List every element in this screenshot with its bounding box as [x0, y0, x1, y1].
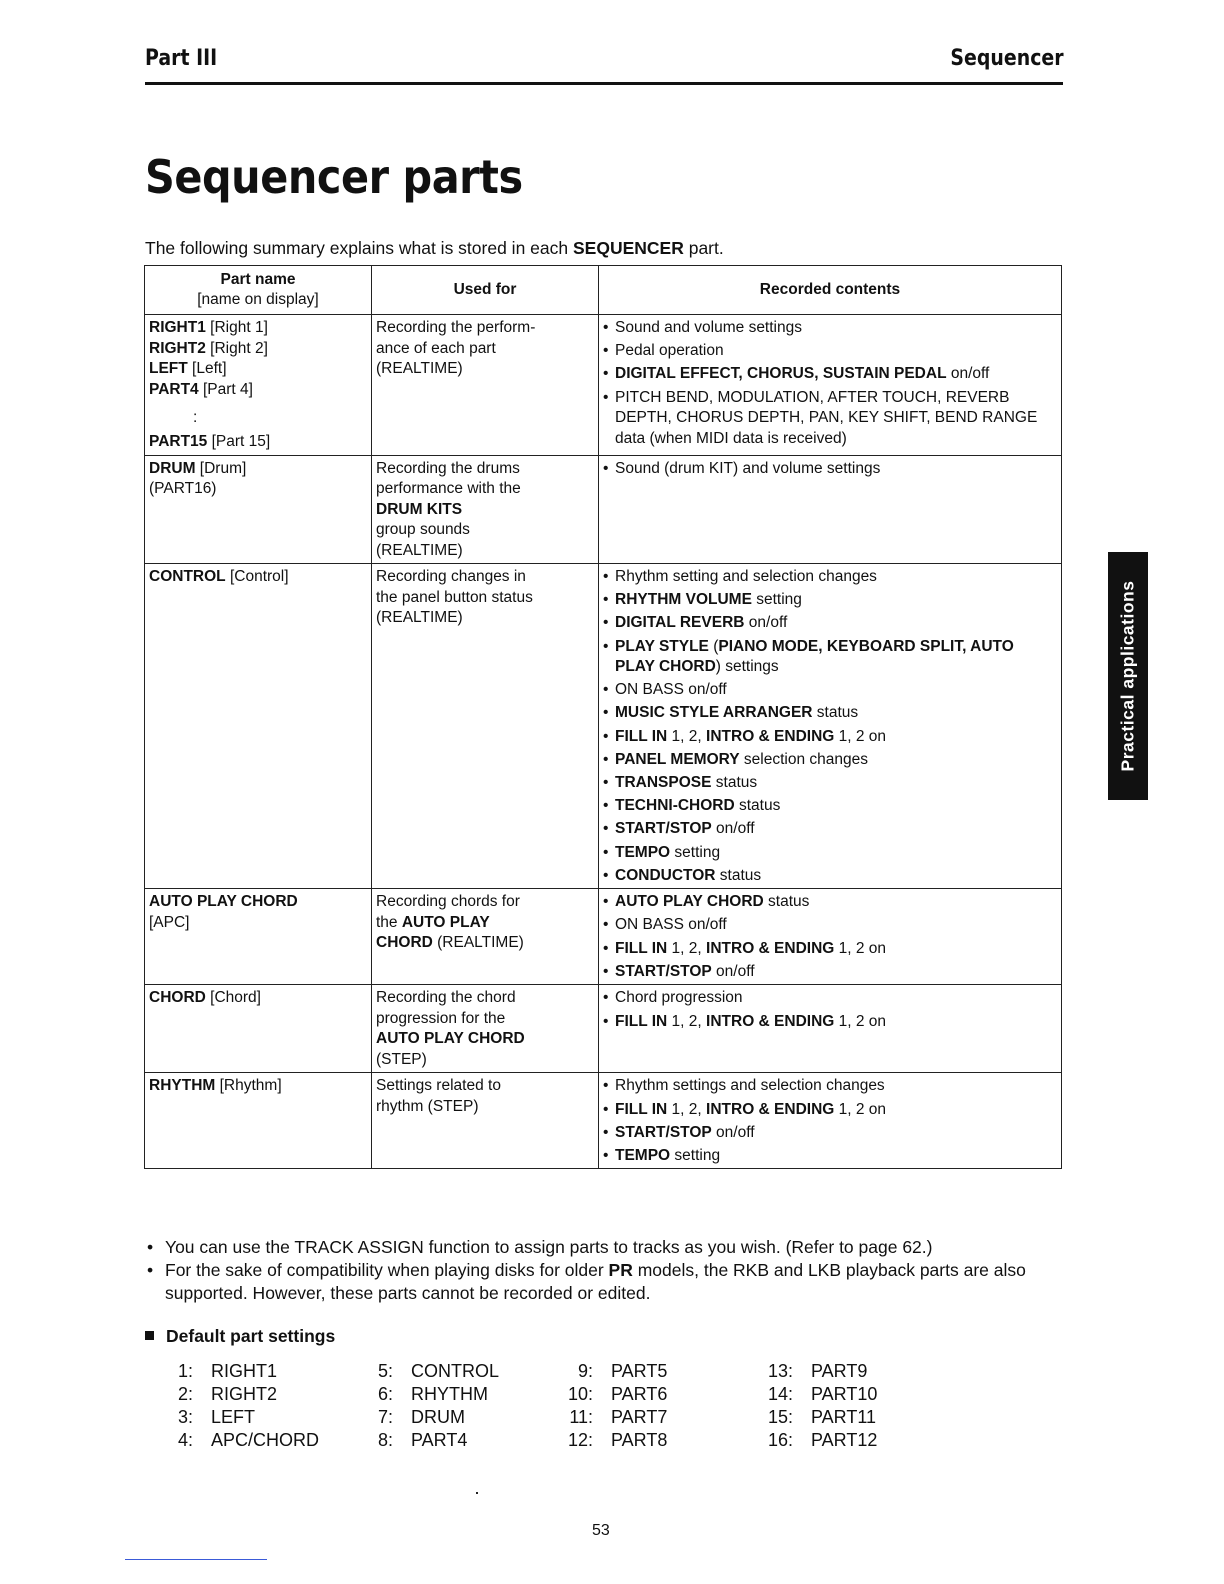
used-for-cell: Settings related to rhythm (STEP)	[372, 1073, 599, 1169]
square-bullet-icon	[145, 1331, 154, 1340]
intro-text: The following summary explains what is stored in each SEQUENCER part.	[145, 238, 724, 258]
table-row	[145, 985, 1062, 1073]
table-row	[145, 564, 1062, 889]
used-for-cell: Recording the perform- ance of each part (REALTIME)	[372, 315, 599, 456]
recorded-cell: • Rhythm settings and selection changes • FILL IN 1, 2, INTRO & ENDING 1, 2 on • START/STOP on/off • TEMPO setting	[599, 1073, 1062, 1169]
list-item: 16: PART12	[767, 1430, 878, 1450]
page-number: 53	[592, 1522, 610, 1539]
list-item: 12: PART8	[567, 1430, 668, 1450]
header-used-for: Used for	[372, 266, 599, 315]
part-name-cell: RHYTHM [Rhythm]	[145, 1073, 372, 1169]
header-section: Sequencer	[950, 46, 1064, 71]
used-for-cell: Recording the drums performance with the DRUM KITS group sounds (REALTIME)	[372, 455, 599, 564]
notes-list	[145, 1236, 1063, 1305]
scan-speck	[476, 1492, 478, 1494]
table-row	[145, 889, 1062, 985]
part-name-cell: CHORD [Chord]	[145, 985, 372, 1073]
header-rule	[145, 82, 1063, 85]
used-for-cell: Recording the chord progression for the AUTO PLAY CHORD (STEP)	[372, 985, 599, 1073]
part-name-cell: CONTROL [Control]	[145, 564, 372, 889]
part-name-cell: AUTO PLAY CHORD [APC]	[145, 889, 372, 985]
recorded-cell: • Sound (drum KIT) and volume settings	[599, 455, 1062, 564]
list-item: 7: DRUM	[377, 1407, 465, 1427]
header-recorded-contents: Recorded contents	[599, 266, 1062, 315]
defaults-column	[345, 1360, 499, 1452]
parts-table	[144, 265, 1062, 1169]
part-name-cell: RIGHT1 [Right 1] RIGHT2 [Right 2] LEFT [Left] PART4 [Part 4] : PART15 [Part 15]	[145, 315, 372, 456]
list-item: 5: CONTROL	[377, 1361, 500, 1381]
used-for-cell: Recording changes in the panel button status (REALTIME)	[372, 564, 599, 889]
defaults-column	[545, 1360, 667, 1452]
page-title: Sequencer parts	[145, 150, 523, 204]
recorded-cell: • Sound and volume settings • Pedal operation • DIGITAL EFFECT, CHORUS, SUSTAIN PEDAL on/off • PITCH BEND, MODULATION, AFTER TOUCH, REVERB DEPTH, CHORUS DEPTH, PAN, KEY SHIFT, BEND RANGE data (when MIDI data is received)	[599, 315, 1062, 456]
list-item: 3: LEFT	[177, 1407, 256, 1427]
recorded-cell: • AUTO PLAY CHORD status • ON BASS on/off • FILL IN 1, 2, INTRO & ENDING 1, 2 on • START/STOP on/off	[599, 889, 1062, 985]
table-row	[145, 315, 1062, 456]
table-row	[145, 455, 1062, 564]
list-item: 1: RIGHT1	[177, 1361, 278, 1381]
list-item: 13: PART9	[767, 1361, 868, 1381]
recorded-cell: • Chord progression • FILL IN 1, 2, INTRO & ENDING 1, 2 on	[599, 985, 1062, 1073]
chapter-side-tab: Practical applications	[1108, 552, 1148, 800]
footer-rule	[125, 1559, 267, 1560]
list-item: 8: PART4	[377, 1430, 468, 1450]
table-row	[145, 1073, 1062, 1169]
note-compatibility: • For the sake of compatibility when playing disks for older PR models, the RKB and LKB playback parts are also supported. However, these parts cannot be recorded or edited.	[145, 1259, 1063, 1305]
list-item: 14: PART10	[767, 1384, 878, 1404]
part-name-cell: DRUM [Drum] (PART16)	[145, 455, 372, 564]
defaults-column	[145, 1360, 319, 1452]
list-item: 15: PART11	[767, 1407, 877, 1427]
list-item: 11: PART7	[569, 1407, 668, 1427]
header-part: Part III	[145, 46, 218, 71]
used-for-cell: Recording chords for the AUTO PLAY CHORD (REALTIME)	[372, 889, 599, 985]
list-item: 4: APC/CHORD	[177, 1430, 320, 1450]
recorded-cell: • Rhythm setting and selection changes • RHYTHM VOLUME setting • DIGITAL REVERB on/off • PLAY STYLE (PIANO MODE, KEYBOARD SPLIT, AUTO PLAY CHORD) settings • ON BASS on/off • MUSIC STYLE ARRANGER status • FILL IN 1, 2, INTRO & ENDING 1, 2 on • PANEL MEMORY selection changes • TRANSPOSE status • TECHNI-CHORD status • START/STOP on/off • TEMPO setting • CONDUCTOR status	[599, 564, 1062, 889]
default-settings-heading: Default part settings	[145, 1326, 335, 1347]
table-header-row	[145, 266, 1062, 315]
list-item: 10: PART6	[567, 1384, 668, 1404]
list-item: 9: PART5	[577, 1361, 668, 1381]
list-item: 2: RIGHT2	[177, 1384, 278, 1404]
list-item: 6: RHYTHM	[377, 1384, 488, 1404]
note-track-assign: • You can use the TRACK ASSIGN function to assign parts to tracks as you wish. (Refer to page 62.)	[145, 1236, 1063, 1259]
defaults-column	[745, 1360, 877, 1452]
header-part-name: Part name [name on display]	[145, 266, 372, 315]
